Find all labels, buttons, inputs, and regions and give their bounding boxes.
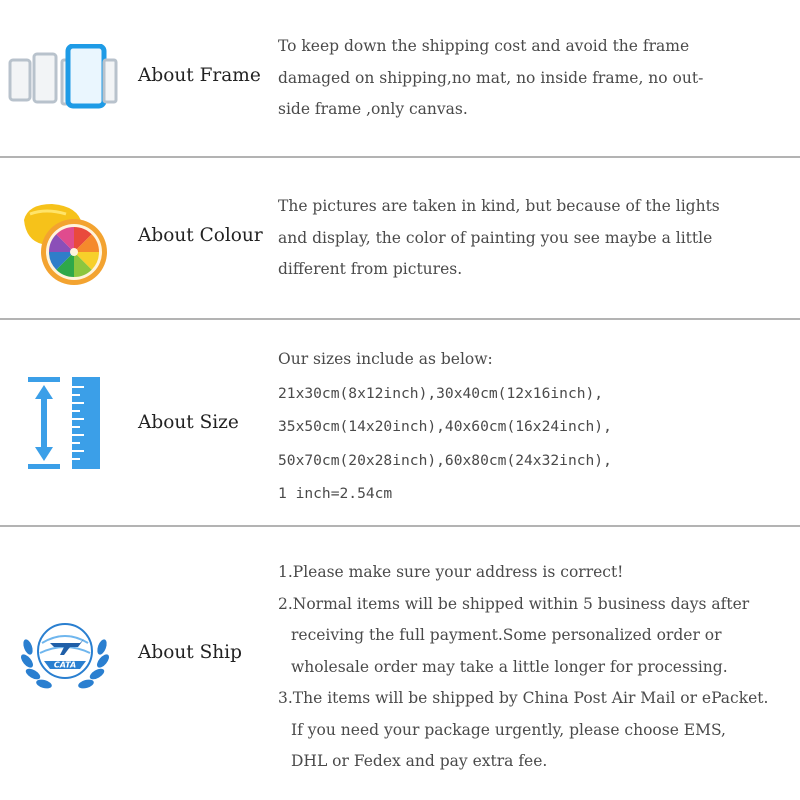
description-line: 21x30cm(8x12inch),30x40cm(12x16inch),	[278, 384, 604, 402]
section-description	[278, 31, 703, 126]
section-title: About Ship	[138, 642, 242, 663]
description-line: To keep down the shipping cost and avoid the frame	[278, 37, 690, 55]
description-line: side frame ,only canvas.	[278, 100, 468, 118]
description-line: 1.Please make sure your address is correct!	[278, 563, 624, 581]
section-title: About Size	[138, 412, 239, 433]
section-about-colour	[0, 158, 800, 318]
description-line: damaged on shipping,no mat, no inside frame, no out-	[278, 68, 704, 87]
section-description	[278, 191, 720, 286]
description-line: receiving the full payment.Some personalized order or	[291, 626, 722, 644]
section-title: About Frame	[138, 65, 261, 86]
frame-icon	[8, 44, 120, 110]
description-line: If you need your package urgently, please choose EMS,	[291, 720, 726, 739]
description-line: DHL or Fedex and pay extra fee.	[291, 752, 548, 770]
description-line: Our sizes include as below:	[278, 350, 493, 368]
description-line: 3.The items will be shipped by China Post Air Mail or ePacket.	[278, 689, 769, 707]
ruler-icon	[26, 375, 106, 473]
description-line: 2.Normal items will be shipped within 5 business days after	[278, 594, 750, 613]
description-line: and display, the color of painting you see maybe a little	[278, 228, 713, 247]
section-title: About Colour	[138, 225, 263, 246]
section-about-size	[0, 320, 800, 525]
description-line: 1 inch=2.54cm	[278, 485, 393, 502]
description-line: 35x50cm(14x20inch),40x60cm(16x24inch),	[278, 418, 612, 435]
logo-text: CATA	[53, 660, 77, 670]
section-about-ship	[0, 527, 800, 800]
section-description	[278, 557, 768, 778]
description-line: 50x70cm(20x28inch),60x80cm(24x32inch),	[278, 451, 612, 469]
description-line: wholesale order may take a little longer for processing.	[291, 657, 728, 676]
lemon-colour-wheel-icon	[22, 200, 112, 286]
description-line: The pictures are taken in kind, but because of the lights	[278, 197, 720, 215]
description-line: different from pictures.	[278, 260, 463, 278]
section-about-frame	[0, 0, 800, 157]
cata-logo-icon	[20, 617, 110, 691]
section-description	[278, 343, 612, 511]
